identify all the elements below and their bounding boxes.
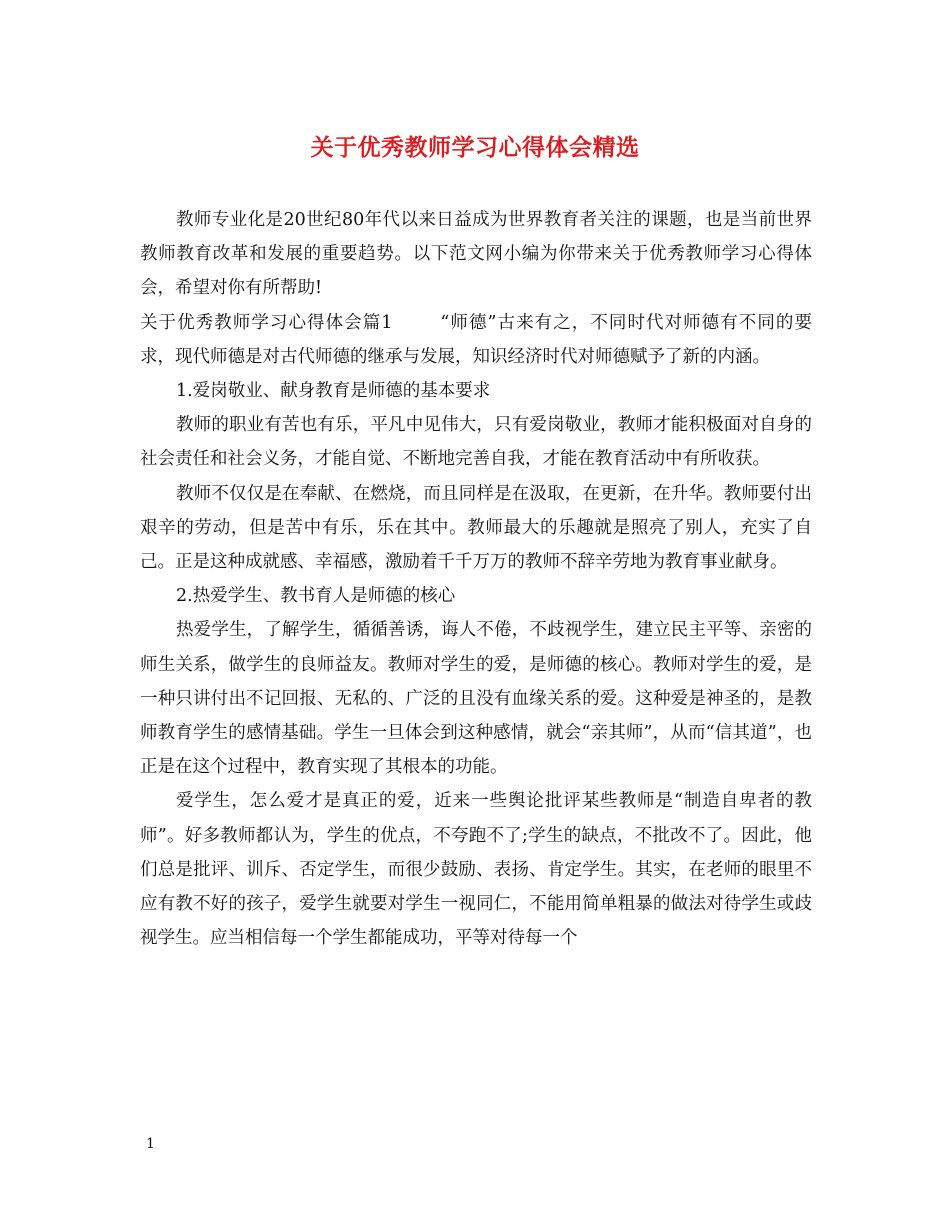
section2-paragraph-1: 热爱学生，了解学生，循循善诱，诲人不倦，不歧视学生，建立民主平等、亲密的师生关系，做学生的良师益友。教师对学生的爱，是师德的核心。教师对学生的爱，是一种只讲付出不记回报、无私的、广泛的且没有血缘关系的爱。这种爱是神圣的，是教师教育学生的感情基础。学生一旦体会到这种感情，就会“亲其师”，从而“信其道”，也正是在这个过程中，教育实现了其根本的功能。 [140,620,812,778]
part-heading: 关于优秀教师学习心得体会篇1 [140,312,393,333]
part-first-text: “师德”古来有之，不同时代对师德有不同的要求，现代师德是对古代师德的继承与发展，知识经济时代对师德赋予了新的内涵。 [140,312,812,367]
section1-heading: 1.爱岗敬业、献身教育是师德的基本要求 [176,381,491,402]
section1-paragraph-2: 教师不仅仅是在奉献、在燃烧，而且同样是在汲取，在更新，在升华。教师要付出艰辛的劳动，但是苦中有乐，乐在其中。教师最大的乐趣就是照亮了别人，充实了自己。正是这种成就感、幸福感，激励着千千万万的教师不辞辛劳地为教育事业献身。 [140,483,812,573]
section1-paragraph-1: 教师的职业有苦也有乐，平凡中见伟大，只有爱岗敬业，教师才能积极面对自身的社会责任和社会义务，才能自觉、不断地完善自我，才能在教育活动中有所收获。 [140,415,812,470]
document-title: 关于优秀教师学习心得体会精选 [310,134,640,161]
page-number: 1 [146,1136,155,1152]
part-paragraph [140,306,812,374]
document-body [140,203,812,955]
section2-paragraph-2: 爱学生，怎么爱才是真正的爱，近来一些舆论批评某些教师是“制造自卑者的教师”。好多教师都认为，学生的优点，不夸跑不了;学生的缺点，不批改不了。因此，他们总是批评、训斥、否定学生，而很少鼓励、表扬、肯定学生。其实，在老师的眼里不应有教不好的孩子，爱学生就要对学生一视同仁，不能用简单粗暴的做法对待学生或歧视学生。应当相信每一个学生都能成功，平等对待每一个 [140,791,812,949]
intro-paragraph: 教师专业化是20世纪80年代以来日益成为世界教育者关注的课题，也是当前世界教师教育改革和发展的重要趋势。以下范文网小编为你带来关于优秀教师学习心得体会，希望对你有所帮助! [140,210,812,299]
section2-heading: 2.热爱学生、教书育人是师德的核心 [176,586,456,607]
